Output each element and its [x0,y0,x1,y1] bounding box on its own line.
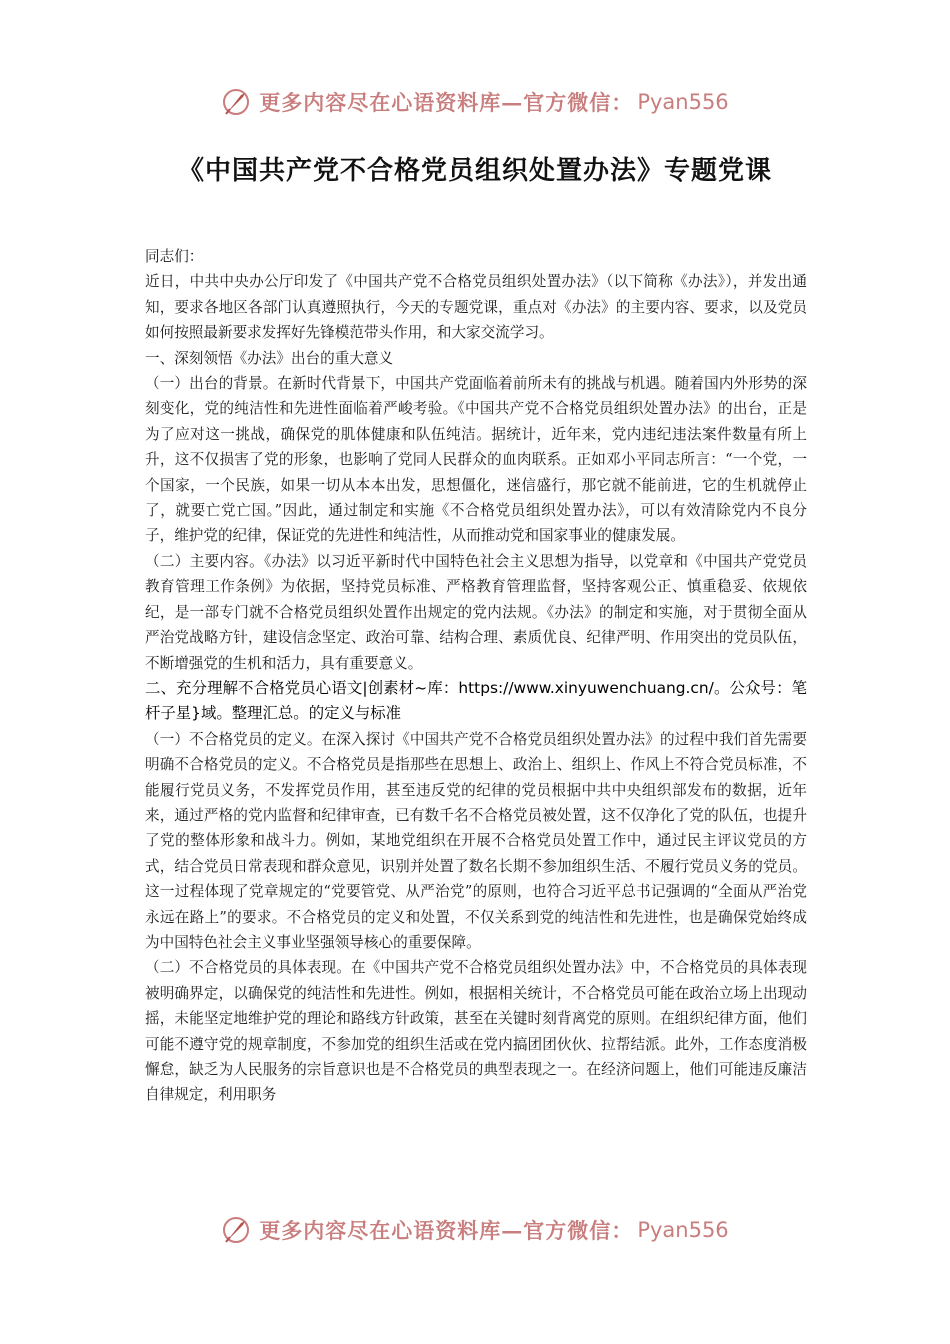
quill-logo-icon [221,87,251,117]
intro-paragraph: 近日，中共中央办公厅印发了《中国共产党不合格党员组织处置办法》（以下简称《办法》），并发出通知，要求各地区各部门认真遵照执行，今天的专题党课，重点对《办法》的主要内容、要求，以及党员如何按照最新要求发挥好先锋模范带头作用，和大家交流学习。 [145,273,807,342]
section-heading-1: 一、深刻领悟《办法》出台的重大意义 [145,349,394,367]
watermark-wechat-id: Pyan556 [637,1218,729,1242]
paragraph-definition: （一）不合格党员的定义。在深入探讨《中国共产党不合格党员组织处置办法》的过程中我们首先需要明确不合格党员的定义。不合格党员是指那些在思想上、政治上、组织上、作风上不符合党员标准，不能履行党员义务，不发挥党员作用，甚至违反党的纪律的党员根据中共中央组织部发布的数据，近年来，通过严格的党内监督和纪律审查，已有数千名不合格党员被处置，这不仅净化了党的队伍，也提升了党的整体形象和战斗力。例如，某地党组织在开展不合格党员处置工作中，通过民主评议党员的方式，结合党员日常表现和群众意见，识别并处置了数名长期不参加组织生活、不履行党员义务的党员。这一过程体现了党章规定的“党要管党、从严治党”的原则，也符合习近平总书记强调的“全面从严治党永远在路上”的要求。不合格党员的定义和处置，不仅关系到党的纯洁性和先进性，也是确保党始终成为中国特色社会主义事业坚强领导核心的重要保障。 [145,730,807,951]
quill-logo-icon [221,1215,251,1245]
paragraph-background: （一）出台的背景。在新时代背景下，中国共产党面临着前所未有的挑战与机遇。随着国内外形势的深刻变化，党的纯洁性和先进性面临着严峻考验。《中国共产党不合格党员组织处置办法》的出台，正是为了应对这一挑战，确保党的肌体健康和队伍纯洁。据统计，近年来，党内违纪违法案件数量有所上升，这不仅损害了党的形象，也影响了党同人民群众的血肉联系。正如邓小平同志所言：“一个党，一个国家，一个民族，如果一切从本本出发，思想僵化，迷信盛行，那它就不能前进，它的生机就停止了，就要亡党亡国。”因此，通过制定和实施《不合格党员组织处置办法》，可以有效清除党内不良分子，维护党的纪律，保证党的先进性和纯洁性，从而推动党和国家事业的健康发展。 [145,375,807,545]
watermark-wechat-id: Pyan556 [637,90,729,114]
page-title: 《中国共产党不合格党员组织处置办法》专题党课 [177,156,772,186]
salutation: 同志们： [145,248,204,265]
document-body [145,244,807,1108]
watermark-text: 更多内容尽在心语资料库—官方微信： [259,1218,634,1243]
watermark-text: 更多内容尽在心语资料库—官方微信： [259,90,634,115]
section-heading-2: 二、充分理解不合格党员心语文|创素材~库：https://www.xinyuwenchuang.cn/。公众号：笔杆子星}域。整理汇总。的定义与标准 [145,678,807,723]
paragraph-manifestations: （二）不合格党员的具体表现。在《中国共产党不合格党员组织处置办法》中，不合格党员的具体表现被明确界定，以确保党的纯洁性和先进性。例如，根据相关统计，不合格党员可能在政治立场上出现动摇，未能坚定地维护党的理论和路线方针政策，甚至在关键时刻背离党的原则。在组织纪律方面，他们可能不遵守党的规章制度，不参加党的组织生活或在党内搞团团伙伙、拉帮结派。此外，工作态度消极懈怠，缺乏为人民服务的宗旨意识也是不合格党员的典型表现之一。在经济问题上，他们可能违反廉洁自律规定，利用职务 [145,959,807,1104]
watermark-banner-bottom [0,1210,950,1250]
paragraph-main-content: （二）主要内容。《办法》以习近平新时代中国特色社会主义思想为指导，以党章和《中国共产党党员教育管理工作条例》为依据，坚持党员标准、严格教育管理监督，坚持客观公正、慎重稳妥、依规依纪，是一部专门就不合格党员组织处置作出规定的党内法规。《办法》的制定和实施，对于贯彻全面从严治党战略方针，建设信念坚定、政治可靠、结构合理、素质优良、纪律严明、作用突出的党员队伍，不断增强党的生机和活力，具有重要意义。 [145,552,807,672]
watermark-banner-top [0,82,950,122]
